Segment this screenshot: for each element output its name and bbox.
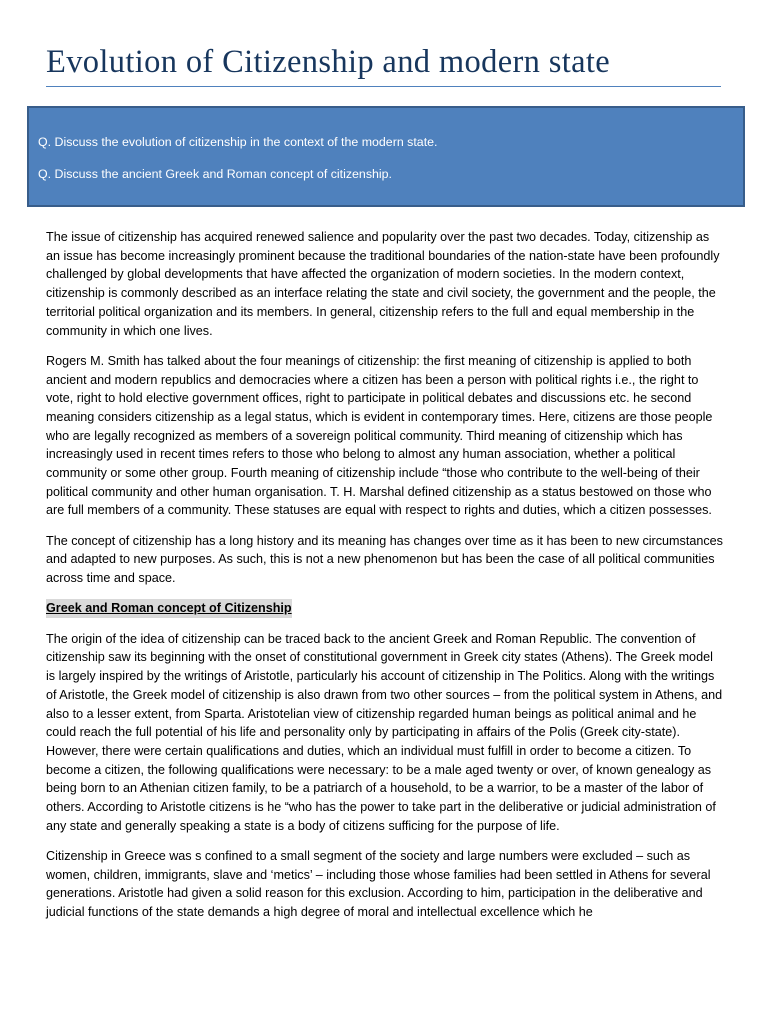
question-box <box>27 106 745 207</box>
paragraph-section-2: Citizenship in Greece was s confined to a small segment of the society and large numbers were excluded – such as women, children, immigrants, slave and ‘metics’ – including those whose families had been settled in Athens for several generations. Aristotle had given a solid reason for this exclusion. According to him, participation in the deliberative and judicial functions of the state demands a high degree of moral and intellectual excellence which he <box>46 849 711 920</box>
question-2: Q. Discuss the ancient Greek and Roman concept of citizenship. <box>38 167 392 181</box>
section-heading: Greek and Roman concept of Citizenship <box>46 599 292 618</box>
body-text <box>46 228 724 933</box>
paragraph-section-1: The origin of the idea of citizenship can be traced back to the ancient Greek and Roman Republic. The convention of citizenship saw its beginning with the onset of constitutional government in Greek city states (Athens). The Greek model is largely inspired by the writings of Aristotle, particularly his account of citizenship in The Politics. Along with the writings of Aristotle, the Greek model of citizenship is also drawn from two other sources – from the political system in Athens, and also to a lesser extent, from Sparta. Aristotelian view of citizenship regarded human beings as political animal and he could reach the full potential of his life and personality only by participating in affairs of the Polis (Greek city-state). However, there were certain qualifications and duties, which an individual must fulfill in order to become a citizen. To become a citizen, the following qualifications were necessary: to be a male aged twenty or over, of known genealogy as being born to an Athenian citizen family, to be a patriarch of a household, to be a warrior, to be a master of the labor of others. According to Aristotle citizens is he “who has the power to take part in the deliberative or judicial administration of any state and generally speaking a state is a body of citizens sufficing for the purpose of life. <box>46 631 723 833</box>
section-heading-row <box>46 599 724 618</box>
paragraph-intro-3: The concept of citizenship has a long history and its meaning has changes over time as it has been to new circumstances and adapted to new purposes. As such, this is not a new phenomenon but has been the case of all political communities across time and space. <box>46 533 723 586</box>
page-title: Evolution of Citizenship and modern state <box>46 44 611 80</box>
question-1: Q. Discuss the evolution of citizenship in the context of the modern state. <box>38 135 438 149</box>
paragraph-intro-1: The issue of citizenship has acquired renewed salience and popularity over the past two decades. Today, citizenship as an issue has become increasingly prominent because the traditional boundaries of the nation-state have been profoundly challenged by global developments that have affected the organization of modern societies. In the modern context, citizenship is commonly described as an interface relating the state and civil society, the government and the people, the territorial political organization and its members. In general, citizenship refers to the full and equal membership in the community in which one lives. <box>46 230 720 338</box>
title-underline-rule <box>46 86 721 87</box>
paragraph-intro-2: Rogers M. Smith has talked about the four meanings of citizenship: the first meaning of citizenship is applied to both ancient and modern republics and democracies where a citizen has been a person with political rights i.e., the right to vote, right to hold elective government offices, right to participate in political debates and discussions etc. he second meaning considers citizenship as a legal status, which is evident in contemporary times. Here, citizens are those people who are legally recognized as members of a sovereign political community. Third meaning of citizenship which has increasingly used in recent times refers to those who belong to almost any human association, whether a political community or some other group. Fourth meaning of citizenship include “those who contribute to the well-being of their political community and other human organisation. T. H. Marshal defined citizenship as a status bestowed on those who are full members of a community. These statuses are equal with respect to rights and duties, which a citizen possesses. <box>46 353 713 518</box>
